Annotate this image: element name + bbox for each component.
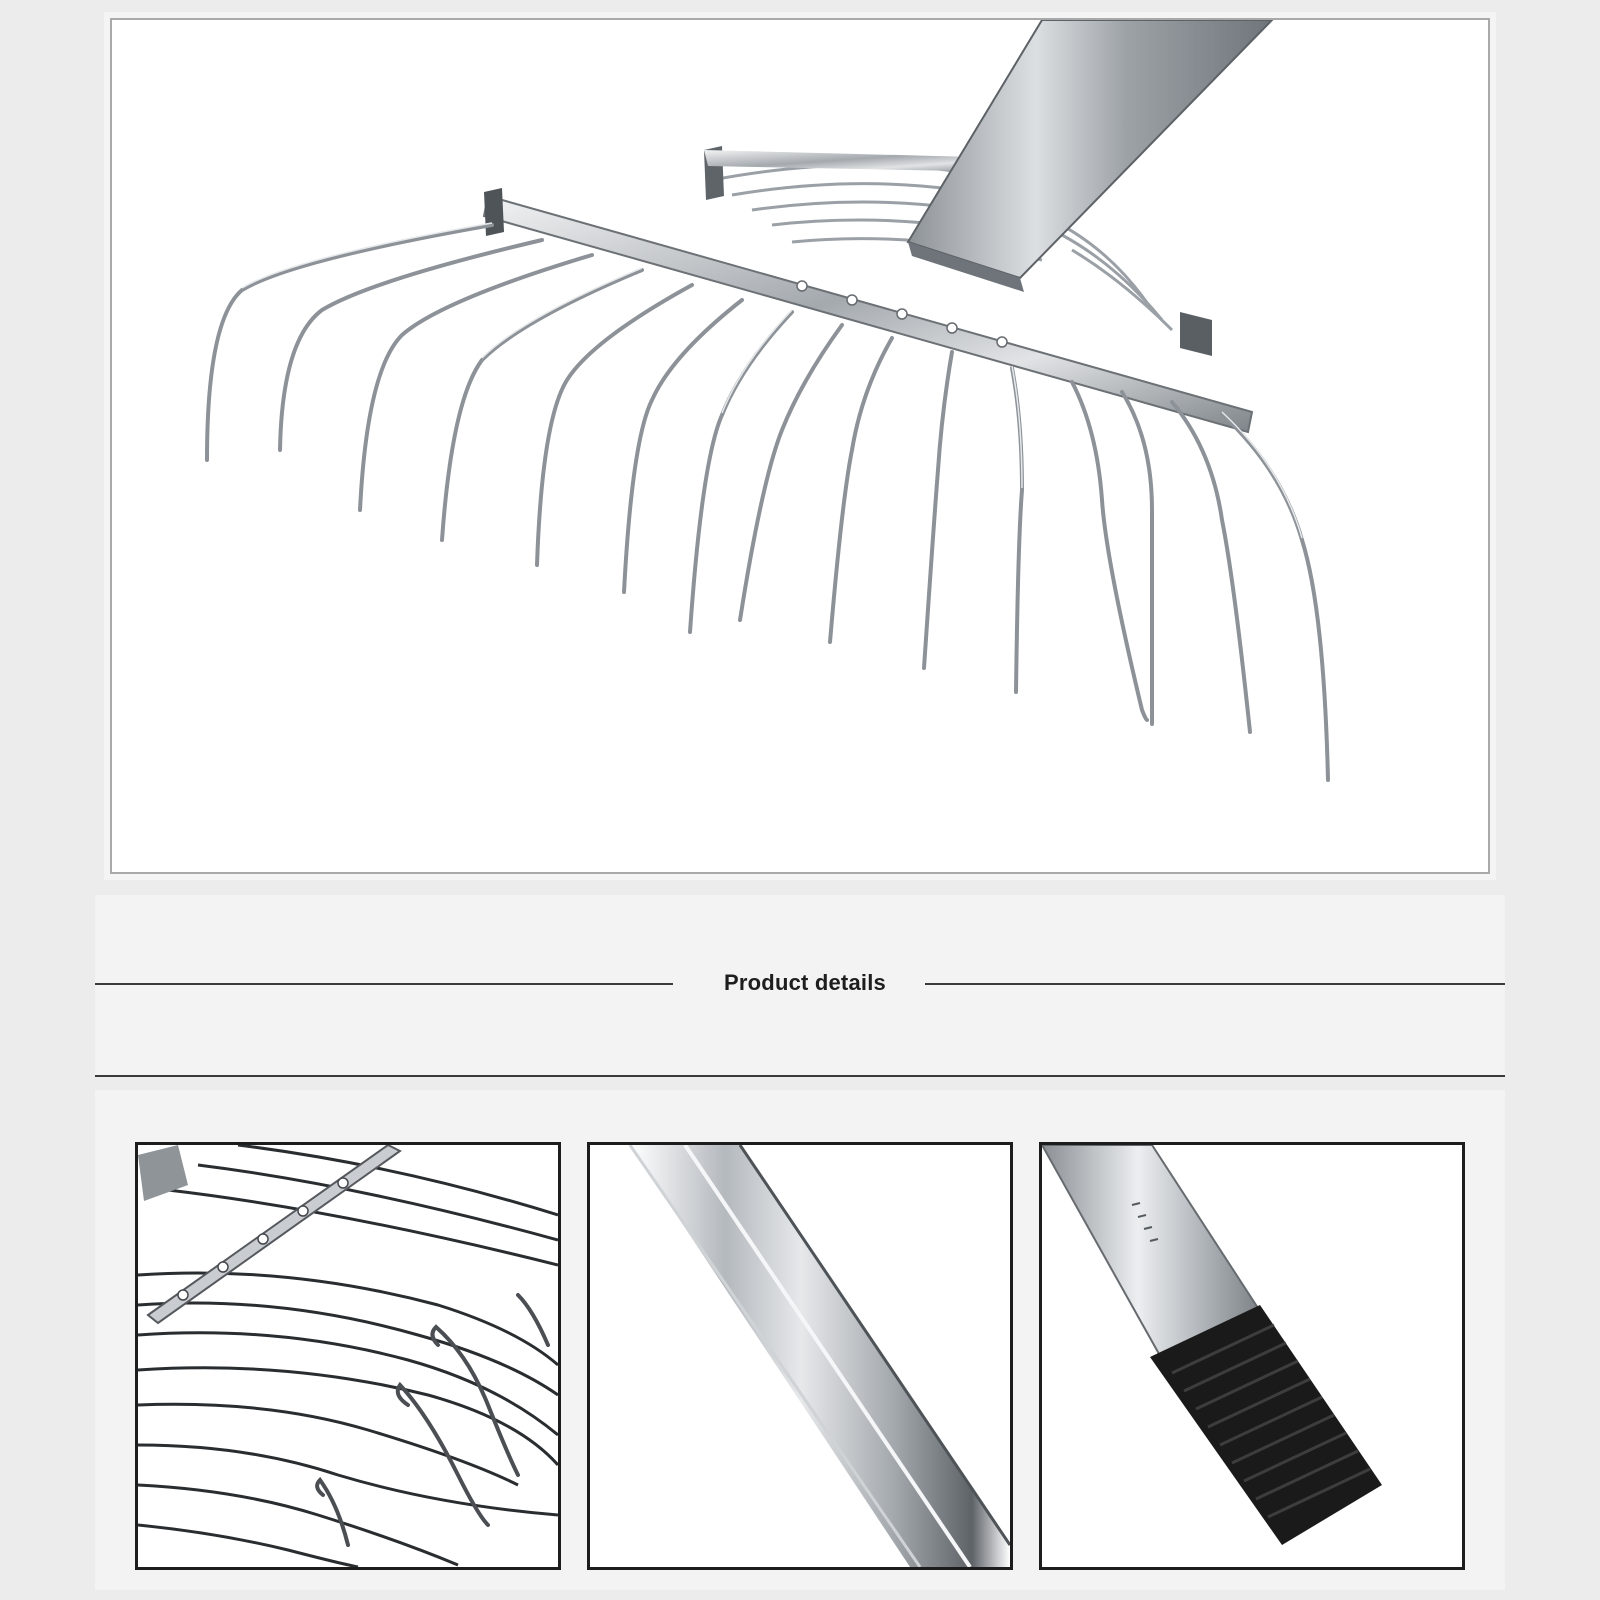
rake-tines-closeup-image xyxy=(138,1145,558,1567)
detail-image-frame-1 xyxy=(135,1142,561,1570)
steel-handle-closeup-image xyxy=(590,1145,1010,1567)
heading-rule-left xyxy=(95,983,673,985)
details-divider xyxy=(95,1075,1505,1077)
hero-image-frame xyxy=(110,18,1490,874)
section-heading: Product details xyxy=(724,970,886,995)
rubber-grip-closeup-image xyxy=(1042,1145,1462,1567)
detail-image-frame-2 xyxy=(587,1142,1013,1570)
rake-head-with-handle-image xyxy=(112,20,1488,872)
detail-image-frame-3 xyxy=(1039,1142,1465,1570)
heading-rule-right xyxy=(925,983,1505,985)
